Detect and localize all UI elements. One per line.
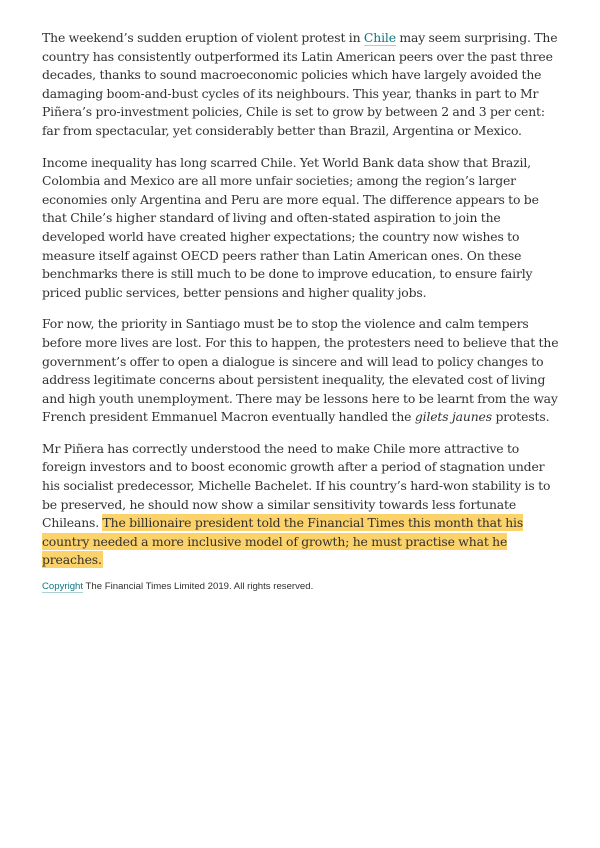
copyright-notice [42, 580, 313, 594]
paragraph-3 [42, 315, 562, 427]
chile-link[interactable]: Chile [363, 30, 396, 45]
paragraph-3-text-end: protests. [491, 409, 550, 425]
gilets-jaunes-italic: gilets jaunes [414, 409, 492, 425]
copyright-link[interactable]: Copyright [42, 581, 84, 592]
paragraph-4-text: Mr Piñera has correctly understood the need to make Chile more attractive to foreign investors and to boost economic growth after a period of stagnation under his socialist predecessor, Michelle Bachelet. If his country’s hard-won stability is to be preserved, he should now show a similar sensitivity towards less fortunate Chileans. [42, 440, 551, 531]
paragraph-1-text-start: The weekend’s sudden eruption of violent protest in [42, 30, 364, 45]
paragraph-4 [42, 440, 562, 570]
article-body [42, 29, 562, 583]
copyright-text: The Financial Times Limited 2019. All rights reserved. [83, 581, 314, 592]
highlighted-text[interactable]: The billionaire president told the Financial Times this month that his country needed a more inclusive model of growth; he must practise what he preaches. [42, 515, 524, 568]
paragraph-1 [42, 29, 562, 141]
paragraph-3-text-start: For now, the priority in Santiago must be to stop the violence and calm tempers before more lives are lost. For this to happen, the protesters need to believe that the government’s offer to open a dialogue is sincere and will lead to policy changes to address legitimate concerns about persistent inequality, the elevated cost of living and high youth unemployment. There may be lessons here to be learnt from the way French president Emmanuel Macron eventually handled the [42, 316, 559, 425]
paragraph-1-text-end: may seem surprising. The country has consistently outperformed its Latin American peers over the past three decades, thanks to sound macroeconomic policies which have largely avoided the damaging boom-and-bust cycles of its neighbours. This year, thanks in part to Mr Piñera’s pro-investment policies, Chile is set to grow by between 2 and 3 per cent: far from spectacular, yet considerably better than Brazil, Argentina or Mexico. [42, 30, 558, 138]
paragraph-2: Income inequality has long scarred Chile. Yet World Bank data show that Brazil, Colombia and Mexico are all more unfair societies; among the region’s larger economies only Argentina and Peru are more equal. The difference appears to be that Chile’s higher standard of living and often-stated aspiration to join the developed world have created higher expectations; the country now wishes to measure itself against OECD peers rather than Latin American ones. On these benchmarks there is still much to be done to improve education, to ensure fairly priced public services, better pensions and higher quality jobs. [42, 154, 539, 300]
